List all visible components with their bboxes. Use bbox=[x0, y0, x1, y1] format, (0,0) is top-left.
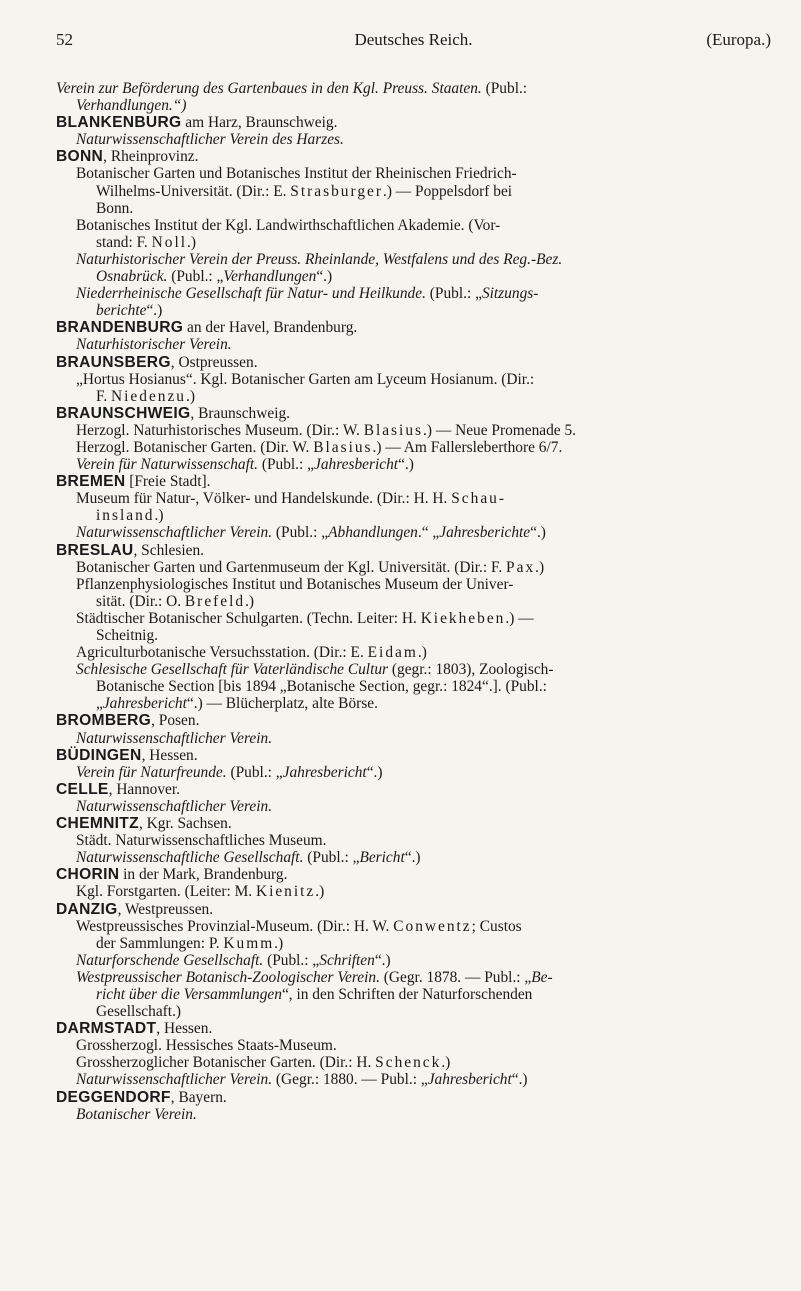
running-title: Deutsches Reich. bbox=[354, 30, 473, 49]
entry-text: Verhandlungen bbox=[223, 268, 317, 286]
entry-line bbox=[56, 456, 779, 473]
entry-text: Grossherzogl. Hessisches Staats-Museum. bbox=[76, 1037, 337, 1055]
entry-text: Eidam bbox=[367, 644, 418, 662]
entry-text: , Rheinprovinz. bbox=[103, 148, 199, 166]
entry-text: .) bbox=[315, 883, 325, 901]
entry-text: Westpreussisches Provinzial-Museum. (Dir.: H. W. bbox=[76, 917, 394, 935]
entry-text: “.) bbox=[398, 456, 414, 474]
entry-text: .) bbox=[154, 507, 164, 525]
entry-line bbox=[56, 1037, 779, 1054]
entry-text: Naturwissenschaftlicher Verein. bbox=[76, 1071, 273, 1089]
entry-text: , Hessen. bbox=[156, 1020, 213, 1038]
entry-text: Naturhistorischer Verein der Preuss. Rheinlande, Westfalens und des Reg.-Bez. bbox=[76, 250, 563, 268]
entry-text: (Publ.: „ bbox=[226, 763, 283, 781]
entry-text: Naturwissenschaftlicher Verein. bbox=[76, 797, 273, 815]
city-name: BREMEN bbox=[56, 473, 126, 491]
entry-text: sität. (Dir.: O. bbox=[96, 592, 185, 610]
entry-text: Westpreussischer Botanisch-Zoologischer Verein. bbox=[76, 968, 380, 986]
entry-line bbox=[56, 524, 779, 541]
entry-text: Naturforschende Gesellschaft. bbox=[76, 951, 264, 969]
entry-line bbox=[56, 610, 779, 627]
entry-text: .) — Poppelsdorf bei bbox=[382, 182, 513, 200]
entry-text: .) bbox=[441, 1054, 451, 1072]
entry-line bbox=[56, 883, 779, 900]
entry-text: berichte bbox=[96, 302, 147, 320]
page-number: 52 bbox=[56, 30, 73, 49]
entry-text: , Hannover. bbox=[108, 780, 181, 798]
entry-text: (Gegr. 1878. — Publ.: „ bbox=[379, 968, 532, 986]
entry-text: [Freie Stadt]. bbox=[125, 473, 211, 491]
entry-text: “, in den Schriften der Naturforschenden bbox=[281, 985, 533, 1003]
entry-line bbox=[56, 832, 779, 849]
entry-line bbox=[56, 251, 779, 268]
entry-text: “.) bbox=[374, 951, 391, 969]
city-heading bbox=[56, 747, 779, 764]
entry-text: (Publ.: „ bbox=[272, 524, 329, 542]
entry-text: Städtischer Botanischer Schulgarten. (Techn. Leiter: H. bbox=[76, 609, 421, 627]
entry-text: (Publ.: „ bbox=[257, 456, 314, 474]
city-name: BLANKENBURG bbox=[56, 114, 182, 132]
city-name: DARMSTADT bbox=[56, 1020, 157, 1038]
entry-line bbox=[56, 798, 779, 815]
entry-text: Wilhelms-Universität. (Dir.: E. bbox=[96, 182, 291, 200]
entry-text: „ bbox=[96, 695, 103, 713]
entry-text: am Harz, Braunschweig. bbox=[181, 114, 338, 132]
entry-line bbox=[56, 183, 779, 200]
entry-text: Kgl. Forstgarten. (Leiter: M. bbox=[76, 883, 256, 901]
entry-text: Brefeld bbox=[184, 592, 246, 610]
entry-line bbox=[56, 388, 779, 405]
city-heading bbox=[56, 712, 779, 729]
entry-text: , Schlesien. bbox=[133, 541, 205, 559]
entry-text: Pflanzenphysiologisches Institut und Botanisches Museum der Univer- bbox=[76, 575, 514, 593]
entry-line bbox=[56, 849, 779, 866]
entry-text: Botanischer Verein. bbox=[76, 1105, 197, 1123]
entry-text: .) bbox=[535, 558, 545, 576]
entry-text: insland bbox=[96, 507, 155, 525]
entry-text: .) bbox=[417, 644, 427, 662]
entry-text: Verein für Naturwissenschaft. bbox=[76, 456, 258, 474]
entry-text: Jahresbericht bbox=[314, 456, 399, 474]
entry-line bbox=[56, 627, 779, 644]
entry-text: Botanische Section [bis 1894 „Botanische Section, gegr.: 1824“.]. (Publ.: bbox=[96, 678, 547, 696]
entry-line bbox=[56, 1054, 779, 1071]
city-name: BÜDINGEN bbox=[56, 746, 142, 764]
city-name: CHORIN bbox=[56, 866, 120, 884]
entry-text: Botanischer Garten und Gartenmuseum der Kgl. Universität. (Dir.: F. bbox=[76, 558, 507, 576]
entry-line bbox=[56, 97, 779, 114]
city-name: BROMBERG bbox=[56, 712, 152, 730]
entry-line bbox=[56, 1071, 779, 1088]
entry-text: Jahresberichte bbox=[439, 524, 531, 542]
entry-text: Kumm bbox=[223, 934, 275, 952]
entry-text: .) — bbox=[505, 609, 534, 627]
entry-line bbox=[56, 302, 779, 319]
running-header bbox=[56, 30, 771, 56]
entry-text: , Hessen. bbox=[141, 746, 198, 764]
entry-text: Be- bbox=[531, 968, 553, 986]
entry-line bbox=[56, 730, 779, 747]
entry-text: (gegr.: 1803), Zoologisch- bbox=[388, 661, 554, 679]
entry-line bbox=[56, 234, 779, 251]
entry-text: stand: F. bbox=[96, 233, 152, 251]
entry-text: Schenck bbox=[375, 1054, 442, 1072]
entry-line bbox=[56, 969, 779, 986]
entry-text: Naturwissenschaftlicher Verein. bbox=[76, 729, 273, 747]
entry-text: Schau- bbox=[451, 490, 506, 508]
entry-line bbox=[56, 764, 779, 781]
city-name: DEGGENDORF bbox=[56, 1088, 171, 1106]
entry-text: .) bbox=[186, 387, 195, 405]
entry-line bbox=[56, 507, 779, 524]
entry-text: , Ostpreussen. bbox=[170, 353, 258, 371]
city-name: BRAUNSCHWEIG bbox=[56, 404, 191, 422]
region-label: (Europa.) bbox=[706, 30, 771, 49]
entry-text: (Publ.: „ bbox=[425, 285, 482, 303]
entry-line bbox=[56, 422, 779, 439]
entry-text: Sitzungs- bbox=[481, 285, 539, 303]
entry-text: Strasburger bbox=[290, 182, 383, 200]
entry-text: Naturwissenschaftlicher Verein des Harzes. bbox=[76, 131, 344, 149]
entry-text: “.) bbox=[146, 302, 163, 320]
city-heading bbox=[56, 114, 779, 131]
entry-text: Verhandlungen.“) bbox=[76, 97, 187, 115]
city-heading bbox=[56, 473, 779, 490]
city-heading bbox=[56, 542, 779, 559]
entry-text: “.) bbox=[404, 849, 421, 867]
entry-line bbox=[56, 268, 779, 285]
city-heading bbox=[56, 866, 779, 883]
entry-line bbox=[56, 661, 779, 678]
entry-text: der Sammlungen: P. bbox=[96, 934, 224, 952]
entry-text: Jahresbericht bbox=[427, 1071, 512, 1089]
entry-text: Abhandlungen bbox=[328, 524, 418, 542]
entry-line bbox=[56, 644, 779, 661]
entry-text: Blasius bbox=[313, 438, 373, 456]
entry-text: Agriculturbotanische Versuchsstation. (Dir.: E. bbox=[76, 644, 368, 662]
entry-text: F. bbox=[96, 387, 112, 405]
entry-text: .) — Neue Promenade 5. bbox=[423, 421, 577, 439]
entry-text: Bericht bbox=[359, 849, 405, 867]
entry-text: , Westpreussen. bbox=[117, 900, 214, 918]
entry-text: ; Custos bbox=[471, 917, 522, 935]
entry-text: (Publ.: „ bbox=[303, 849, 360, 867]
entry-text: , Braunschweig. bbox=[190, 404, 291, 422]
entry-line bbox=[56, 593, 779, 610]
entry-text: Museum für Natur-, Völker- und Handelskunde. (Dir.: H. H. bbox=[76, 490, 452, 508]
entry-line bbox=[56, 336, 779, 353]
entry-line bbox=[56, 285, 779, 302]
entry-text: “.) bbox=[511, 1071, 528, 1089]
directory-listing bbox=[56, 80, 779, 1123]
entry-text: .) — Am Fallersleberthore 6/7. bbox=[372, 438, 563, 456]
entry-text: an der Havel, Brandenburg. bbox=[183, 319, 358, 337]
city-heading bbox=[56, 1020, 779, 1037]
entry-text: Naturwissenschaftliche Gesellschaft. bbox=[76, 849, 304, 867]
entry-text: Schriften bbox=[319, 951, 375, 969]
entry-text: (Gegr.: 1880. — Publ.: „ bbox=[272, 1071, 428, 1089]
entry-text: Kienitz bbox=[255, 883, 316, 901]
city-name: CELLE bbox=[56, 780, 109, 798]
entry-text: in der Mark, Brandenburg. bbox=[119, 866, 288, 884]
city-heading bbox=[56, 319, 779, 336]
entry-text: Grossherzoglicher Botanischer Garten. (Dir.: H. bbox=[76, 1054, 376, 1072]
entry-line bbox=[56, 952, 779, 969]
entry-line bbox=[56, 80, 779, 97]
entry-line bbox=[56, 439, 779, 456]
entry-text: Verein für Naturfreunde. bbox=[76, 763, 227, 781]
entry-line bbox=[56, 695, 779, 712]
entry-text: , Posen. bbox=[151, 712, 200, 730]
entry-text: “.) — Blücherplatz, alte Börse. bbox=[186, 695, 378, 713]
entry-text: (Publ.: „ bbox=[167, 268, 224, 286]
entry-line bbox=[56, 371, 779, 388]
entry-line bbox=[56, 490, 779, 507]
entry-text: “.) bbox=[530, 524, 546, 542]
city-name: DANZIG bbox=[56, 900, 118, 918]
entry-text: (Publ.: „ bbox=[263, 951, 320, 969]
entry-text: Gesellschaft.) bbox=[96, 1003, 182, 1021]
entry-text: Botanisches Institut der Kgl. Landwirthschaftlichen Akademie. (Vor- bbox=[76, 216, 501, 234]
city-name: BONN bbox=[56, 148, 104, 166]
entry-text: Naturhistorischer Verein. bbox=[76, 336, 232, 354]
entry-text: Kiekheben bbox=[420, 609, 506, 627]
entry-text: Jahresbericht bbox=[282, 763, 367, 781]
entry-text: Niederrheinische Gesellschaft für Natur- und Heilkunde. bbox=[76, 285, 426, 303]
entry-text: „Hortus Hosianus“. Kgl. Botanischer Garten am Lyceum Hosianum. (Dir.: bbox=[76, 370, 535, 388]
entry-line bbox=[56, 935, 779, 952]
entry-text: “.) bbox=[366, 763, 383, 781]
entry-line bbox=[56, 918, 779, 935]
city-name: BRAUNSBERG bbox=[56, 353, 171, 371]
entry-text: Schlesische Gesellschaft für Vaterländische Cultur bbox=[76, 661, 389, 679]
city-heading bbox=[56, 405, 779, 422]
entry-text: , Bayern. bbox=[170, 1088, 227, 1106]
city-heading bbox=[56, 901, 779, 918]
entry-text: Blasius bbox=[363, 421, 424, 439]
entry-line bbox=[56, 1003, 779, 1020]
entry-line bbox=[56, 986, 779, 1003]
entry-line bbox=[56, 576, 779, 593]
entry-text: Osnabrück. bbox=[96, 268, 168, 286]
entry-text: Naturwissenschaftlicher Verein. bbox=[76, 524, 273, 542]
entry-text: Verein zur Beförderung des Gartenbaues in den Kgl. Preuss. Staaten. bbox=[56, 80, 482, 97]
entry-text: , Kgr. Sachsen. bbox=[138, 815, 232, 833]
entry-line bbox=[56, 217, 779, 234]
entry-line bbox=[56, 1106, 779, 1123]
entry-line bbox=[56, 678, 779, 695]
entry-text: (Publ.: bbox=[481, 80, 528, 97]
entry-text: .) bbox=[187, 233, 196, 251]
entry-text: Niedenzu bbox=[111, 387, 187, 405]
entry-line bbox=[56, 559, 779, 576]
city-heading bbox=[56, 148, 779, 165]
city-heading bbox=[56, 781, 779, 798]
entry-text: Herzogl. Naturhistorisches Museum. (Dir.: W. bbox=[76, 421, 364, 439]
city-name: BRANDENBURG bbox=[56, 319, 184, 337]
entry-text: .) bbox=[245, 592, 255, 610]
entry-line bbox=[56, 131, 779, 148]
entry-line bbox=[56, 165, 779, 182]
entry-text: richt über die Versammlungen bbox=[96, 985, 282, 1003]
city-heading bbox=[56, 815, 779, 832]
entry-text: “.) bbox=[316, 268, 333, 286]
entry-text: Pax bbox=[506, 558, 536, 576]
entry-text: Scheitnig. bbox=[96, 627, 158, 644]
city-heading bbox=[56, 354, 779, 371]
city-name: BRESLAU bbox=[56, 541, 134, 559]
entry-text: Botanischer Garten und Botanisches Institut der Rheinischen Friedrich- bbox=[76, 165, 517, 183]
entry-text: .) bbox=[274, 934, 284, 952]
entry-text: Noll bbox=[151, 233, 188, 251]
city-name: CHEMNITZ bbox=[56, 815, 139, 833]
entry-text: Herzogl. Botanischer Garten. (Dir. W. bbox=[76, 438, 314, 456]
city-heading bbox=[56, 1089, 779, 1106]
entry-text: Bonn. bbox=[96, 199, 134, 217]
entry-line bbox=[56, 200, 779, 217]
entry-text: Jahresbericht bbox=[102, 695, 187, 713]
entry-text: .“ „ bbox=[417, 524, 440, 542]
entry-text: Conwentz bbox=[393, 917, 472, 935]
entry-text: Städt. Naturwissenschaftliches Museum. bbox=[76, 832, 327, 850]
